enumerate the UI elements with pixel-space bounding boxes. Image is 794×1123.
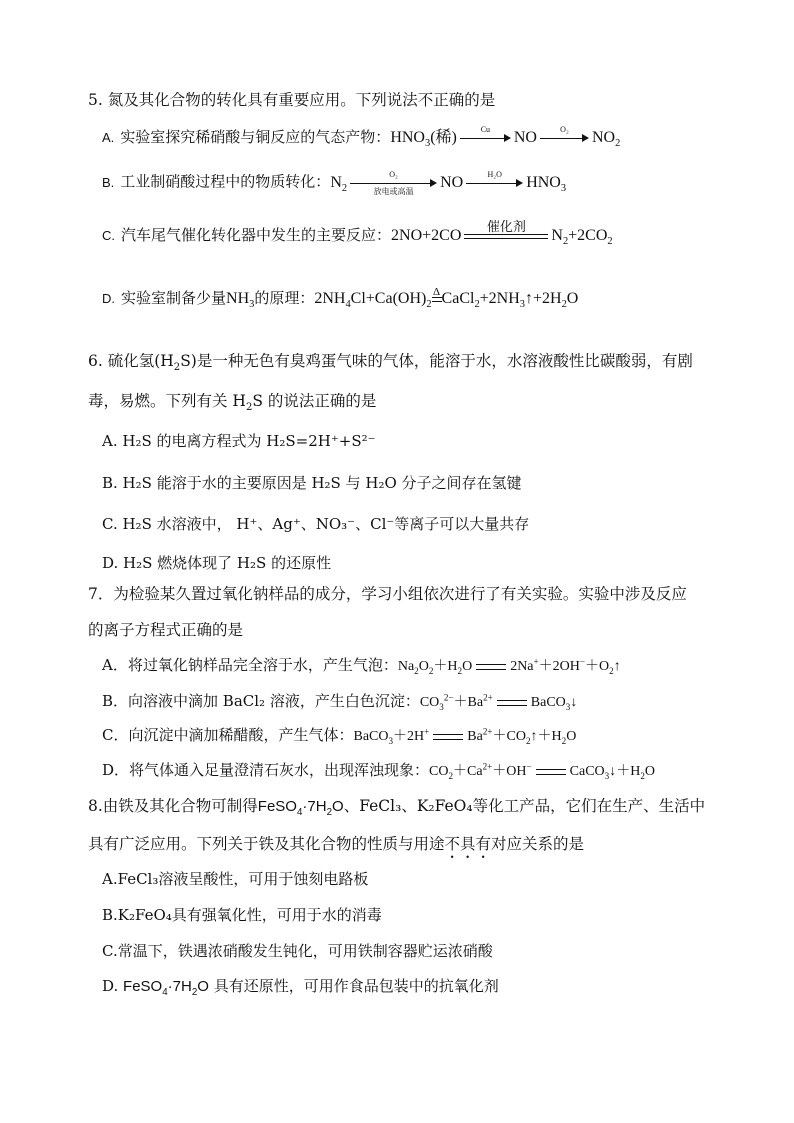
q5-c-equation: 2NO+2CO 催化剂 $N_2+2CO_2$ [391, 219, 613, 248]
q7-stem-line1: 7．为检验某久置过氧化钠样品的成分，学习小组依次进行了有关实验。实验中涉及反应 [88, 585, 687, 603]
q5-c-label: C. [102, 228, 115, 244]
heat-symbol: Δ [433, 286, 441, 298]
q5-b-label: B. [102, 174, 115, 190]
q5-a-text: 实验室探究稀硝酸与铜反应的气态产物： [120, 128, 391, 146]
q7-option-c: C．向沉淀中滴加稀醋酸，产生气体：BaCO$_3$＋2H+ $Ba^{2+}+CO_2↑+H_2O$ [102, 726, 577, 746]
q7-stem-line2: 的离子方程式正确的是 [88, 621, 244, 639]
arrow-condition: O₂ [389, 170, 398, 179]
q5-option-c [102, 220, 613, 253]
q7-option-b: B．向溶液中滴加 BaCl₂ 溶液，产生白色沉淀：$CO_3^{2-}+Ba^{2+}$ BaCO$_3$↓ [102, 692, 578, 712]
arrow-condition: O₂ [560, 125, 569, 135]
q6-option-b: B. H₂S 能溶于水的主要原因是 H₂S 与 H₂O 分子之间存在氢键 [102, 474, 522, 492]
q7-option-a: A．将过氧化钠样品完全溶于水，产生气泡：$Na_2O_2+H_2O$ $2Na^++2OH^-+O_2↑$ [102, 656, 621, 676]
q5-d-equation: $2NH_4Cl+Ca(OH)_2$ Δ $CaCl_2+2NH_3↑+2H_2O$ [314, 286, 579, 311]
q8-option-c: C.常温下，铁遇浓硝酸发生钝化，可用铁制容器贮运浓硝酸 [102, 942, 493, 960]
q8-option-d: D. $FeSO_4\cdot 7H_2O$ 具有还原性，可用作食品包装中的抗氧化剂 [102, 977, 499, 998]
q5-option-a [102, 124, 620, 151]
q8-stem-line1: 8.由铁及其化合物可制得$FeSO_4\cdot 7H_2O$、FeCl₃、K₂FeO₄等化工产品，它们在生产、生活中 [88, 797, 706, 818]
q5-option-d: D. 实验室制备少量$NH_3$的原理：$2NH_4Cl+Ca(OH)_2$ Δ $CaCl_2+2NH_3↑+2H_2O$ [102, 286, 579, 311]
q6-stem-line2: 毒，易燃。下列有关 $H_2S$ 的说法正确的是 [88, 392, 377, 414]
q5-a-equation: $HNO_3$(稀) Cu NO O₂ $NO_2$ [390, 125, 621, 150]
q5-b-equation: $N_2$ O₂ 放电或高温 NO H₂O $HNO_3$ [330, 170, 567, 196]
q8-option-a: A.FeCl₃溶液呈酸性，可用于蚀刻电路板 [102, 870, 369, 888]
q5-d-text-pre: 实验室制备少量 [121, 289, 227, 308]
arrow-condition: Cu [480, 125, 491, 135]
emphasis-text: 不具有 [444, 835, 492, 853]
q5-stem: 5. 氮及其化合物的转化具有重要应用。下列说法不正确的是 [88, 91, 496, 109]
q6-stem-line1: 6. 硫化氢$(H_2S)$是一种无色有臭鸡蛋气味的气体，能溶于水，水溶液酸性比碳酸弱，有剧 [88, 352, 693, 374]
q5-a-label: A. [102, 130, 115, 145]
catalyst-condition: 催化剂 [486, 219, 526, 234]
q6-option-a: A. H₂S 的电离方程式为 H₂S=2H⁺+S²⁻ [102, 432, 376, 450]
q5-option-b [102, 170, 566, 196]
q5-c-text: 汽车尾气催化转化器中发生的主要反应： [121, 226, 392, 245]
q8-option-b: B.K₂FeO₄具有强氧化性，可用于水的消毒 [102, 906, 382, 924]
q6-option-c: C. H₂S 水溶液中， H⁺、Ag⁺、NO₃⁻、Cl⁻等离子可以大量共存 [102, 515, 530, 533]
q5-d-text-post: 的原理： [254, 289, 315, 308]
q5-d-label: D. [102, 291, 115, 307]
q7-option-d: D．将气体通入足量澄清石灰水，出现浑浊现象：$CO_2+Ca^{2+}+OH^-$ $CaCO_3↓+H_2O$ [102, 761, 655, 781]
q5-b-text: 工业制硝酸过程中的物质转化： [120, 172, 331, 191]
q8-stem-line2: 具有广泛应用。下列关于铁及其化合物的性质与用途不具有对应关系的是 [88, 835, 585, 853]
q6-option-d: D. H₂S 燃烧体现了 H₂S 的还原性 [102, 554, 332, 572]
arrow-condition: 放电或高温 [373, 187, 414, 196]
arrow-condition: H₂O [487, 170, 502, 179]
